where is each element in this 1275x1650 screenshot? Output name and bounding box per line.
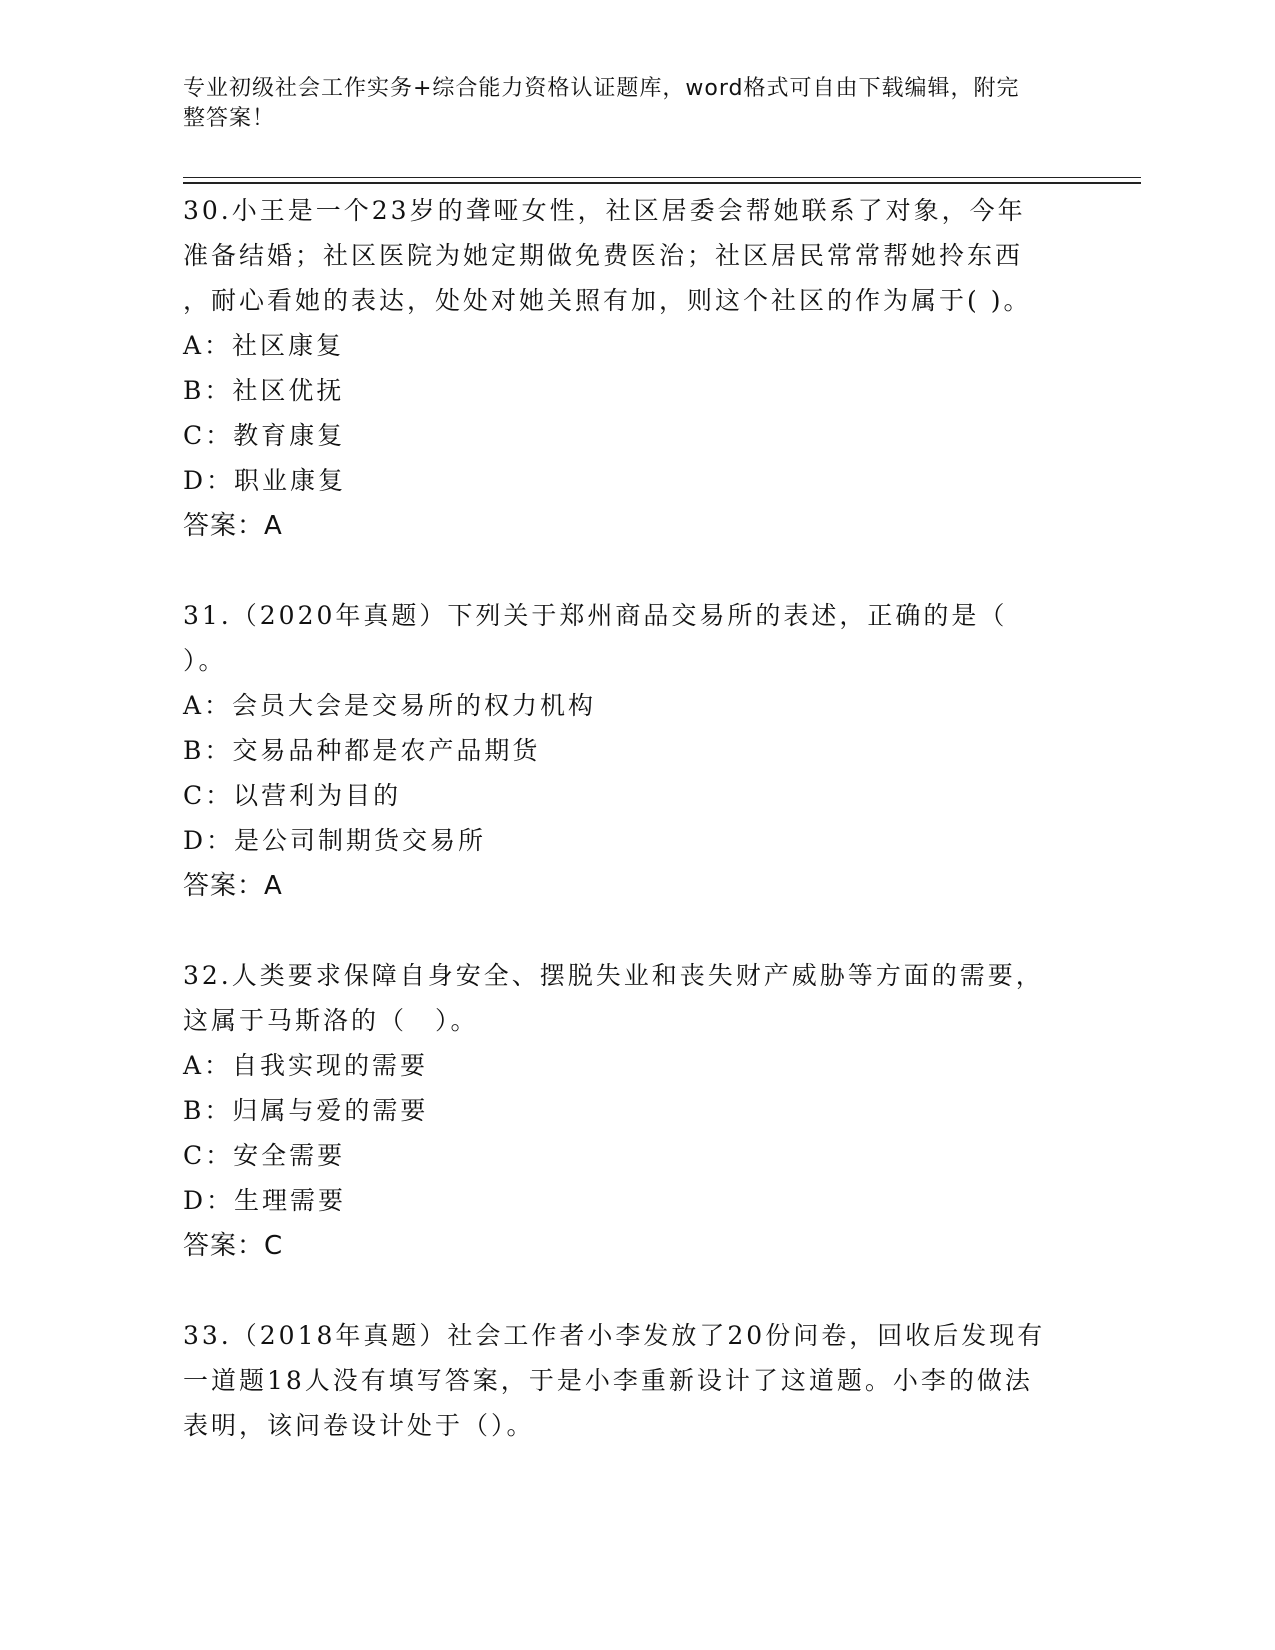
option-a: A：社区康复 [183,331,345,360]
option-c: C：以营利为目的 [183,781,402,810]
option-a: A：自我实现的需要 [183,1051,429,1080]
header-divider-thin [183,177,1141,178]
answer-line: 答案：C [183,1231,284,1261]
question-stem-line: ）。 [183,646,227,675]
question-stem-line: 32.人类要求保障自身安全、摆脱失业和丧失财产威胁等方面的需要， [183,961,1044,990]
question-31 [183,593,1083,909]
option-a: A：会员大会是交易所的权力机构 [183,691,597,720]
question-stem-line: 一道题18人没有填写答案，于是小李重新设计了这道题。小李的做法 [183,1366,1033,1395]
option-c: C：教育康复 [183,421,346,450]
question-stem-line: 31.（2020年真题）下列关于郑州商品交易所的表述，正确的是（ [183,601,1008,630]
option-d: D：职业康复 [183,466,347,495]
option-d: D：是公司制期货交易所 [183,826,487,855]
question-stem-line: 准备结婚；社区医院为她定期做免费医治；社区居民常常帮她拎东西 [183,241,1024,270]
header-line-2: 整答案！ [183,106,276,131]
question-30 [183,188,1083,549]
header-divider-thick [183,182,1141,184]
answer-line: 答案：A [183,511,283,541]
question-stem-line: 33.（2018年真题）社会工作者小李发放了20份问卷，回收后发现有 [183,1321,1046,1350]
question-32 [183,953,1083,1269]
option-b: B：交易品种都是农产品期货 [183,736,541,765]
option-c: C：安全需要 [183,1141,346,1170]
option-d: D：生理需要 [183,1186,347,1215]
question-stem-line: 30.小王是一个23岁的聋哑女性，社区居委会帮她联系了对象，今年 [183,196,1026,225]
header-line-1: 专业初级社会工作实务+综合能力资格认证题库，word格式可自由下载编辑，附完 [183,76,1020,101]
document-header [183,74,1063,134]
question-list [183,188,1083,1492]
question-stem-line: 这属于马斯洛的（ ）。 [183,1006,479,1035]
option-b: B：社区优抚 [183,376,345,405]
answer-line: 答案：A [183,871,283,901]
question-stem-line: 表明，该问卷设计处于（）。 [183,1411,535,1440]
question-33 [183,1313,1083,1448]
question-stem-line: ，耐心看她的表达，处处对她关照有加，则这个社区的作为属于( )。 [183,286,1032,315]
option-b: B：归属与爱的需要 [183,1096,429,1125]
